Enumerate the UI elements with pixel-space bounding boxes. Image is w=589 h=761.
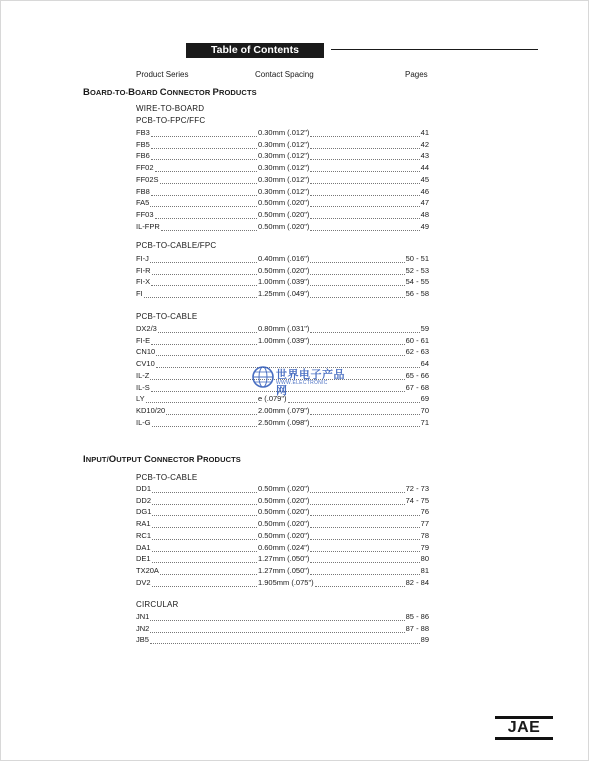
dot-leader xyxy=(156,354,405,356)
product-series: CN10 xyxy=(136,347,156,357)
product-series: FB6 xyxy=(136,151,150,161)
product-series: DX2/3 xyxy=(136,324,157,333)
product-series: DD2 xyxy=(136,495,152,505)
contact-spacing: 0.50mm (.020") xyxy=(258,484,310,493)
page-number: 76 xyxy=(420,507,429,517)
watermark-subtext: WWW.ELECTRONIC xyxy=(276,380,328,386)
title-rule xyxy=(331,49,538,50)
group-title-pcb-to-cable: PCB-TO-CABLE xyxy=(136,312,198,321)
dot-leader xyxy=(310,526,420,528)
product-series: FI-R xyxy=(136,265,151,275)
page-number: 89 xyxy=(420,635,429,645)
product-series: FI xyxy=(136,289,143,299)
page-number: 59 xyxy=(420,324,429,333)
page-title: Table of Contents xyxy=(186,43,324,58)
toc-row xyxy=(136,221,429,232)
toc-row xyxy=(136,335,429,346)
product-series: CV10 xyxy=(136,359,155,369)
dot-leader xyxy=(310,229,420,231)
page-number: 81 xyxy=(420,565,429,575)
dot-leader xyxy=(310,331,420,333)
contact-spacing: 0.50mm (.020") xyxy=(258,507,310,517)
dot-leader xyxy=(151,194,257,196)
dot-leader xyxy=(166,413,257,415)
product-series: FI-J xyxy=(136,254,149,263)
toc-row xyxy=(136,139,429,150)
toc-row xyxy=(136,150,429,161)
toc-row xyxy=(136,127,429,138)
page-number: 71 xyxy=(420,417,429,427)
toc-row xyxy=(136,162,429,173)
page-number: 79 xyxy=(420,542,429,552)
page-number: 62 - 63 xyxy=(405,347,429,357)
contact-spacing: 2.00mm (.079") xyxy=(258,405,310,415)
dot-leader xyxy=(310,550,420,552)
product-series: FB5 xyxy=(136,139,150,149)
contact-spacing: 0.50mm (.020") xyxy=(258,265,310,275)
contact-spacing: 1.00mm (.039") xyxy=(258,277,310,287)
toc-row xyxy=(136,288,429,299)
product-series: FB3 xyxy=(136,128,150,137)
product-series: FI-X xyxy=(136,277,151,287)
toc-row xyxy=(136,253,429,264)
dot-leader xyxy=(310,425,420,427)
product-series: DV2 xyxy=(136,577,151,587)
toc-row xyxy=(136,483,429,494)
contact-spacing: 0.50mm (.020") xyxy=(258,530,310,540)
dot-leader xyxy=(151,135,257,137)
dot-leader xyxy=(310,217,420,219)
contact-spacing: 1.905mm (.075") xyxy=(258,577,314,587)
toc-row xyxy=(136,346,429,357)
dot-leader xyxy=(310,205,420,207)
toc-row xyxy=(136,565,429,576)
page-number: 64 xyxy=(420,359,429,369)
dot-leader xyxy=(310,503,405,505)
toc-row xyxy=(136,495,429,506)
page-number: 49 xyxy=(420,221,429,231)
contact-spacing: 0.30mm (.012") xyxy=(258,139,310,149)
contact-spacing: e (.079") xyxy=(258,394,287,404)
dot-leader xyxy=(155,217,257,219)
page-number: 43 xyxy=(420,151,429,161)
dot-leader xyxy=(310,491,405,493)
contact-spacing: 0.30mm (.012") xyxy=(258,186,310,196)
product-series: LY xyxy=(136,394,145,404)
page-number: 82 - 84 xyxy=(405,577,429,587)
page-number: 78 xyxy=(420,530,429,540)
dot-leader xyxy=(151,343,257,345)
contact-spacing: 1.25mm (.049") xyxy=(258,289,310,299)
toc-row xyxy=(136,323,429,334)
product-series: RC1 xyxy=(136,530,152,540)
contact-spacing: 0.40mm (.016") xyxy=(258,254,310,263)
dot-leader xyxy=(152,491,257,493)
column-header-spacing: Contact Spacing xyxy=(255,70,314,79)
dot-leader xyxy=(310,343,405,345)
toc-row xyxy=(136,611,429,622)
contact-spacing: 0.30mm (.012") xyxy=(258,174,310,184)
dot-leader xyxy=(315,585,405,587)
product-series: IL-G xyxy=(136,417,151,427)
dot-leader xyxy=(310,170,420,172)
page-number: 45 xyxy=(420,174,429,184)
page-number: 46 xyxy=(420,186,429,196)
page-number: 65 - 66 xyxy=(405,370,429,380)
toc-row xyxy=(136,197,429,208)
group-title-pcb-to-cable-fpc: PCB-TO-CABLE/FPC xyxy=(136,241,217,250)
dot-leader xyxy=(152,273,257,275)
dot-leader xyxy=(151,158,257,160)
dot-leader xyxy=(310,296,405,298)
contact-spacing: 0.50mm (.020") xyxy=(258,221,310,231)
dot-leader xyxy=(152,503,257,505)
page-number: 52 - 53 xyxy=(405,265,429,275)
dot-leader xyxy=(310,135,420,137)
page-number: 60 - 61 xyxy=(405,335,429,345)
dot-leader xyxy=(150,631,405,633)
contact-spacing: 0.80mm (.031") xyxy=(258,324,310,333)
dot-leader xyxy=(310,273,405,275)
page-number: 56 - 58 xyxy=(405,289,429,299)
contact-spacing: 1.00mm (.039") xyxy=(258,335,310,345)
dot-leader xyxy=(151,147,257,149)
toc-row xyxy=(136,174,429,185)
page-number: 48 xyxy=(420,209,429,219)
product-series: IL-FPR xyxy=(136,221,160,231)
dot-leader xyxy=(152,561,257,563)
product-series: FI-E xyxy=(136,335,151,345)
dot-leader xyxy=(310,538,420,540)
contact-spacing: 0.30mm (.012") xyxy=(258,151,310,161)
product-series: RA1 xyxy=(136,519,151,529)
page-number: 54 - 55 xyxy=(405,277,429,287)
contact-spacing: 1.27mm (.050") xyxy=(258,554,310,564)
product-series: TX20A xyxy=(136,565,159,575)
dot-leader xyxy=(150,205,257,207)
logo-bar-bottom xyxy=(495,737,553,740)
product-series: KD10/20 xyxy=(136,405,166,415)
page-number: 47 xyxy=(420,198,429,208)
group-title-circular: CIRCULAR xyxy=(136,600,179,609)
toc-row xyxy=(136,276,429,287)
page-number: 80 xyxy=(420,554,429,564)
dot-leader xyxy=(152,526,257,528)
dot-leader xyxy=(150,261,257,263)
watermark xyxy=(252,364,348,397)
product-series: IL-Z xyxy=(136,370,150,380)
jae-logo xyxy=(495,716,553,740)
page-number: 42 xyxy=(420,139,429,149)
product-series: FB8 xyxy=(136,186,150,196)
page-number: 67 - 68 xyxy=(405,382,429,392)
contact-spacing: 0.50mm (.020") xyxy=(258,495,310,505)
product-series: DD1 xyxy=(136,484,152,493)
group-title-wire-to-board: WIRE-TO-BOARD xyxy=(136,104,205,113)
dot-leader xyxy=(151,284,257,286)
dot-leader xyxy=(310,194,420,196)
product-series: DE1 xyxy=(136,554,151,564)
contact-spacing: 2.50mm (.098") xyxy=(258,417,310,427)
product-series: FA5 xyxy=(136,198,150,208)
dot-leader xyxy=(144,296,257,298)
dot-leader xyxy=(152,514,257,516)
toc-row xyxy=(136,265,429,276)
group-title-pcb-to-fpc-ffc: PCB-TO-FPC/FFC xyxy=(136,116,206,125)
dot-leader xyxy=(160,182,257,184)
dot-leader xyxy=(310,573,420,575)
page-number: 50 - 51 xyxy=(405,254,429,263)
section-title-input-output: INPUT/OUTPUT CONNECTOR PRODUCTS xyxy=(83,454,241,465)
dot-leader xyxy=(158,331,257,333)
dot-leader xyxy=(150,619,405,621)
toc-row xyxy=(136,506,429,517)
dot-leader xyxy=(150,642,420,644)
dot-leader xyxy=(288,401,420,403)
page-number: 85 - 86 xyxy=(405,612,429,621)
dot-leader xyxy=(161,229,257,231)
contact-spacing: 0.30mm (.012") xyxy=(258,128,310,137)
page-number: 77 xyxy=(420,519,429,529)
globe-icon xyxy=(252,364,274,390)
watermark-text: 世界电子产品网 xyxy=(276,369,345,397)
toc-row xyxy=(136,623,429,634)
product-series: DG1 xyxy=(136,507,152,517)
dot-leader xyxy=(310,514,420,516)
dot-leader xyxy=(310,561,420,563)
product-series: FF03 xyxy=(136,209,154,219)
dot-leader xyxy=(146,401,257,403)
toc-row xyxy=(136,577,429,588)
dot-leader xyxy=(310,147,420,149)
product-series: JN1 xyxy=(136,612,150,621)
logo-text: JAE xyxy=(507,719,541,736)
dot-leader xyxy=(155,170,257,172)
dot-leader xyxy=(310,158,420,160)
contact-spacing: 0.50mm (.020") xyxy=(258,519,310,529)
page-number: 87 - 88 xyxy=(405,623,429,633)
dot-leader xyxy=(152,550,257,552)
page-number: 69 xyxy=(420,394,429,404)
contact-spacing: 0.50mm (.020") xyxy=(258,209,310,219)
product-series: DA1 xyxy=(136,542,151,552)
toc-row xyxy=(136,405,429,416)
group-title-io-pcb-to-cable: PCB-TO-CABLE xyxy=(136,473,198,482)
page-number: 74 - 75 xyxy=(405,495,429,505)
product-series: FF02S xyxy=(136,174,159,184)
toc-row xyxy=(136,417,429,428)
product-series: JN2 xyxy=(136,623,150,633)
contact-spacing: 0.30mm (.012") xyxy=(258,163,310,173)
contact-spacing: 0.60mm (.024") xyxy=(258,542,310,552)
dot-leader xyxy=(310,261,405,263)
dot-leader xyxy=(152,425,257,427)
dot-leader xyxy=(310,413,420,415)
contact-spacing: 0.50mm (.020") xyxy=(258,198,310,208)
section-title-board-to-board: BOARD-TO-BOARD CONNECTOR PRODUCTS xyxy=(83,87,257,98)
product-series: FF02 xyxy=(136,163,154,173)
dot-leader xyxy=(152,538,257,540)
column-header-pages: Pages xyxy=(405,70,428,79)
column-header-series: Product Series xyxy=(136,70,189,79)
toc-row xyxy=(136,634,429,645)
dot-leader xyxy=(310,182,420,184)
product-series: JB5 xyxy=(136,635,149,645)
toc-row xyxy=(136,209,429,220)
page-number: 41 xyxy=(420,128,429,137)
dot-leader xyxy=(310,284,405,286)
toc-row xyxy=(136,186,429,197)
dot-leader xyxy=(160,573,257,575)
contact-spacing: 1.27mm (.050") xyxy=(258,565,310,575)
toc-row xyxy=(136,518,429,529)
toc-row xyxy=(136,553,429,564)
page-number: 70 xyxy=(420,405,429,415)
toc-row xyxy=(136,530,429,541)
product-series: IL-S xyxy=(136,382,150,392)
page-number: 44 xyxy=(420,163,429,173)
dot-leader xyxy=(152,585,257,587)
page-number: 72 - 73 xyxy=(405,484,429,493)
toc-row xyxy=(136,542,429,553)
